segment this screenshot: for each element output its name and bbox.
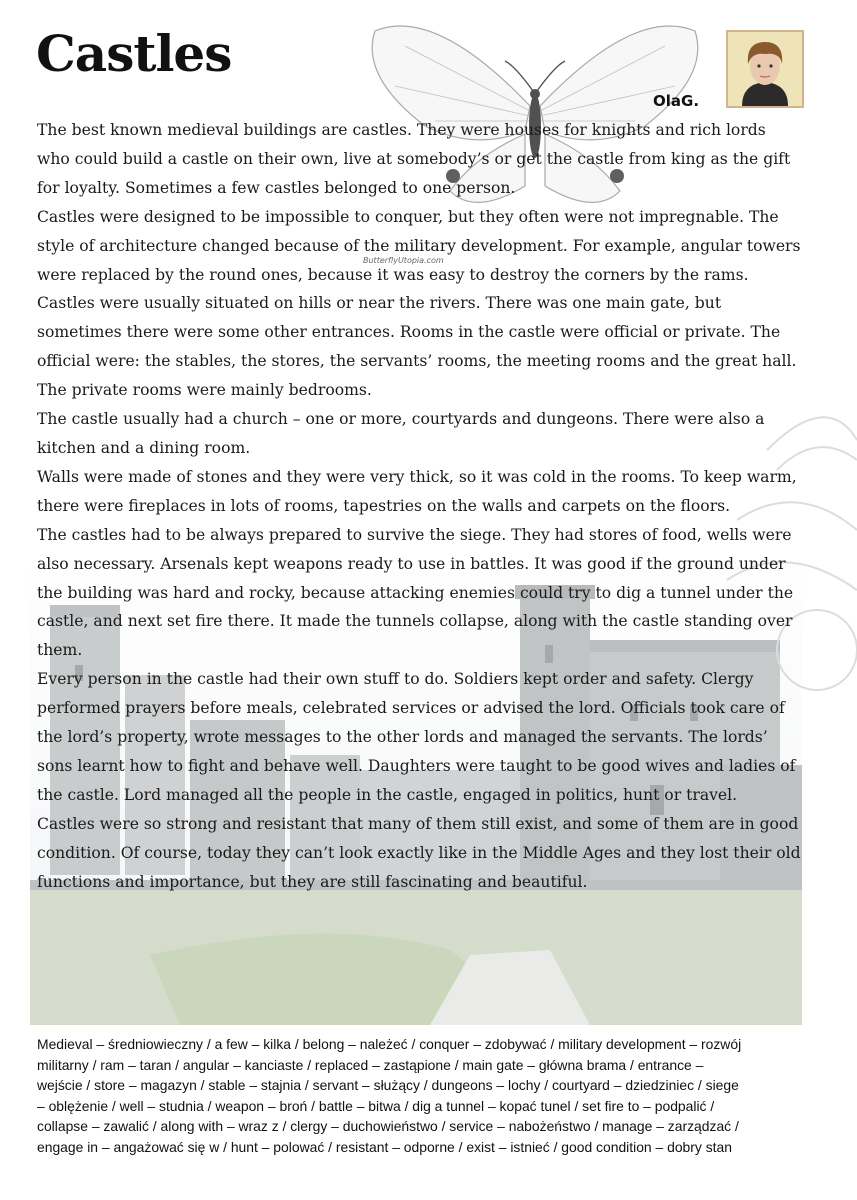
- butterfly-watermark: ButterflyUtopia.com: [363, 256, 444, 265]
- article-body: [37, 116, 802, 896]
- glossary-line: wejście / store – magazyn / stable – stajnia / servant – służący / dungeons – lochy / courtyard – dziedziniec / siege: [37, 1077, 739, 1094]
- paragraph-church: The castle usually had a church – one or more, courtyards and dungeons. There were also a kitchen and a dining room.: [37, 410, 765, 457]
- glossary-line: Medieval – średniowieczny / a few – kilka / belong – należeć / conquer – zdobywać / military development – rozwój: [37, 1036, 742, 1052]
- paragraph-walls: Walls were made of stones and they were very thick, so it was cold in the rooms. To keep warm, there were fireplaces in lots of rooms, tapestries on the walls and carpets on the floors.: [37, 467, 797, 515]
- paragraph-today: Castles were so strong and resistant that many of them still exist, and some of them are in good condition. Of course, today they can’t look exactly like in the Middle Ages and they lost their old functions and importance, but they are still fascinating and beautiful.: [37, 814, 801, 891]
- paragraph-siege: The castles had to be always prepared to survive the siege. They had stores of food, wells were also necessary. Arsenals kept weapons ready to use in battles. It was good if the ground under the building was hard and rocky, because attacking enemies could try to dig a tunnel under the castle, and next set fire there. It made the tunnels collapse, along with the castle standing over them.: [37, 525, 794, 660]
- paragraph-intro: The best known medieval buildings are castles. They were houses for knights and rich lords who could build a castle on their own, live at somebody’s or get the castle from king as the gift for loyalty. Sometimes a few castles belonged to one person.: [37, 121, 791, 197]
- paragraph-design: Castles were designed to be impossible to conquer, but they often were not impregnable. The style of architecture changed because of the military development. For example, angular towers were replaced by the round ones, because it was easy to destroy the corners by the rams.: [37, 207, 801, 284]
- glossary-line: collapse – zawalić / along with – wraz z / clergy – duchowieństwo / service – nabożeństwo / manage – zarządzać /: [37, 1118, 739, 1135]
- paragraph-rooms: Castles were usually situated on hills or near the rivers. There was one main gate, but sometimes there were some other entrances. Rooms in the castle were official or private. The official were: the stables, the stores, the servants’ rooms, the meeting rooms and the great hall. The private rooms were mainly bedrooms.: [37, 294, 797, 400]
- paragraph-people: Every person in the castle had their own stuff to do. Soldiers kept order and safety. Clergy performed prayers before meals, celebrated services or advised the lord. Officials took care of the lord’s property, wrote messages to the other lords and managed the servants. The lords’ sons learnt how to fight and behave well. Daughters were taught to be good wives and ladies of the castle. Lord managed all the people in the castle, engaged in politics, hunt or travel.: [37, 670, 796, 804]
- glossary-line: – oblężenie / well – studnia / weapon – broń / battle – bitwa / dig a tunnel – kopać tunel / set fire to – podpalić /: [37, 1097, 715, 1114]
- glossary-line: engage in – angażować się w / hunt – polować / resistant – odporne / exist – istnieć / good condition – dobry stan: [37, 1138, 732, 1155]
- author-portrait: [726, 30, 804, 108]
- vocabulary-glossary: [37, 1034, 807, 1158]
- glossary-line: militarny / ram – taran / angular – kanciaste / replaced – zastąpione / main gate – główna brama / entrance –: [37, 1056, 704, 1073]
- author-portrait-icon: [728, 32, 802, 106]
- page-title: Castles: [36, 24, 232, 83]
- author-name: OlaG.: [653, 92, 700, 110]
